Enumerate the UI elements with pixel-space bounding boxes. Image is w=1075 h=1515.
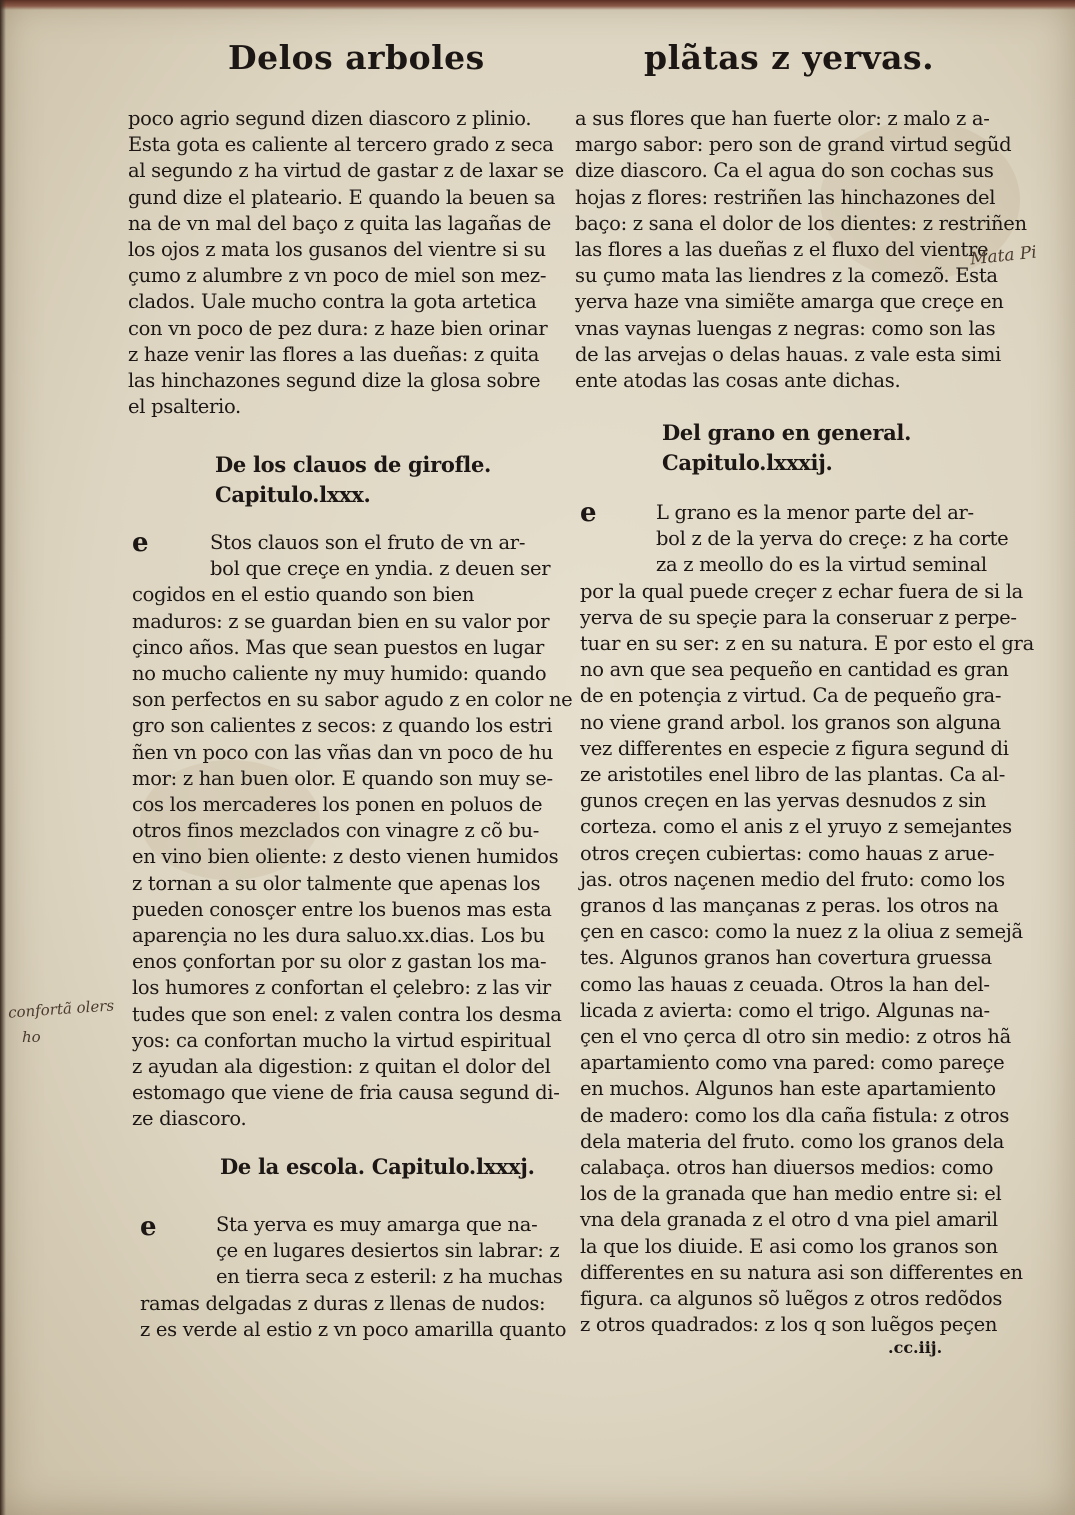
text-line: apartamiento como vna pared: como pareçe xyxy=(580,1051,1005,1075)
text-line: cos los mercaderes los ponen en poluos de xyxy=(132,793,543,817)
text-line: con vn poco de pez dura: z haze bien orinar xyxy=(128,316,548,340)
text-line: cogidos en el estio quando son bien xyxy=(132,583,475,607)
text-line: por la qual puede creçer z echar fuera de si la xyxy=(580,579,1023,603)
page-left-edge xyxy=(0,0,6,1515)
text-line: granos d las mançanas z peras. los otros na xyxy=(580,894,999,918)
text-line: de las arvejas o delas hauas. z vale esta simi xyxy=(575,342,1001,366)
text-line: çen en casco: como la nuez z la oliua z semejã xyxy=(580,920,1023,944)
text-line: vna dela granada z el otro d vna piel amaril xyxy=(580,1208,998,1232)
text-line: a sus flores que han fuerte olor: z malo z a- xyxy=(575,107,990,130)
text-line: no avn que sea pequeño en cantidad es gran xyxy=(580,658,1009,682)
text-line: z haze venir las flores a las dueñas: z quita xyxy=(128,342,540,366)
text-line: gunos creçen en las yervas desnudos z sin xyxy=(580,789,987,813)
text-line: ente atodas las cosas ante dichas. xyxy=(575,369,901,393)
text-line: pueden conosçer entre los buenos mas esta xyxy=(132,897,552,921)
text-line: en tierra seca z esteril: z ha muchas xyxy=(216,1265,563,1289)
text-line: vnas vaynas luengas z negras: como son las xyxy=(575,316,996,340)
text-line: yos: ca confortan mucho la virtud espiritual xyxy=(132,1028,552,1052)
handwritten-marginal-note: confortã olers xyxy=(7,996,115,1022)
text-line: bol z de la yerva do creçe: z ha corte xyxy=(656,527,1009,551)
chapter-heading-lxxx xyxy=(215,450,491,510)
text-line: de madero: como los dla caña fistula: z otros xyxy=(580,1103,1010,1127)
text-line: ramas delgadas z duras z llenas de nudos: xyxy=(140,1291,546,1315)
chapter-number: Capitulo.lxxx. xyxy=(215,482,371,507)
text-line: los de la granada que han medio entre si: el xyxy=(580,1182,1002,1206)
text-line: enos çonfortan por su olor z gastan los ma- xyxy=(132,950,547,974)
text-line: na de vn mal del baço z quita las lagañas de xyxy=(128,211,552,235)
text-line: en vino bien oliente: z desto vienen humidos xyxy=(132,845,559,869)
handwritten-marginal-note: ho xyxy=(22,1028,41,1046)
page-top-edge xyxy=(0,0,1075,10)
right-column-block-2 xyxy=(580,500,1034,1339)
text-line: çinco años. Mas que sean puestos en lugar xyxy=(132,635,545,659)
text-line: otros finos mezclados con vinagre z cõ bu- xyxy=(132,819,540,843)
chapter-number: Capitulo.lxxxij. xyxy=(662,450,833,475)
text-line: no mucho caliente ny muy humido: quando xyxy=(132,662,547,686)
text-line: bol que creçe en yndia. z deuen ser xyxy=(210,557,551,581)
text-line: çumo z alumbre z vn poco de miel son mez- xyxy=(128,264,547,288)
chapter-heading-lxxxij xyxy=(662,418,911,478)
text-line: no viene grand arbol. los granos son alguna xyxy=(580,710,1001,734)
text-line: el psalterio. xyxy=(128,395,241,419)
guide-letter: e xyxy=(140,1212,157,1242)
text-line: tuar en su ser: z en su natura. E por esto el gra xyxy=(580,632,1034,656)
text-line: L grano es la menor parte del ar- xyxy=(656,501,974,524)
text-line: al segundo z ha virtud de gastar z de laxar se xyxy=(128,159,564,183)
text-line: aparençia no les dura saluo.xx.dias. Los bu xyxy=(132,924,545,948)
chapter-title: Del grano en general. xyxy=(662,420,912,445)
text-line: figura. ca algunos sõ luẽgos z otros redõdos xyxy=(580,1287,1003,1311)
text-line: ze aristotiles enel libro de las plantas. Ca al- xyxy=(580,763,1005,787)
text-line: licada z avierta: como el trigo. Algunas na- xyxy=(580,998,990,1022)
text-line: los ojos z mata los gusanos del vientre si su xyxy=(128,238,546,262)
folio-number: .cc.iij. xyxy=(888,1338,943,1357)
text-line: poco agrio segund dizen diascoro z plinio. xyxy=(128,107,532,130)
text-line: gund dize el plateario. E quando la beuen sa xyxy=(128,185,556,209)
text-line: hojas z flores: restriñen las hinchazones del xyxy=(575,185,996,209)
text-line: clados. Uale mucho contra la gota artetica xyxy=(128,290,537,314)
text-line: de en potençia z virtud. Ca de pequeño gra- xyxy=(580,684,1002,708)
text-line: Esta gota es caliente al tercero grado z seca xyxy=(128,133,554,157)
text-line: vez differentes en especie z figura segund di xyxy=(580,736,1009,760)
text-line: tudes que son enel: z valen contra los desma xyxy=(132,1002,562,1026)
text-line: dela materia del fruto. como los granos dela xyxy=(580,1129,1005,1153)
text-line: Sta yerva es muy amarga que na- xyxy=(216,1213,538,1236)
text-line: differentes en su natura asi son differentes en xyxy=(580,1260,1023,1284)
text-line: tes. Algunos granos han covertura gruessa xyxy=(580,946,992,970)
text-line: en muchos. Algunos han este apartamiento xyxy=(580,1077,996,1101)
left-column-block-2 xyxy=(132,530,572,1133)
left-column-block-1 xyxy=(128,106,564,420)
text-line: margo sabor: pero son de grand virtud segũd xyxy=(575,133,1012,157)
right-column-block-1 xyxy=(575,106,1027,394)
chapter-heading-lxxxj xyxy=(220,1152,535,1182)
text-line: dize diascoro. Ca el agua do son cochas sus xyxy=(575,159,994,183)
text-line: z otros quadrados: z los q son luẽgos peçen xyxy=(580,1313,998,1337)
text-line: los humores z confortan el çelebro: z las vir xyxy=(132,976,551,1000)
text-line: mor: z han buen olor. E quando son muy se- xyxy=(132,766,553,790)
text-line: ñen vn poco con las vñas dan vn poco de hu xyxy=(132,740,554,764)
guide-letter: e xyxy=(132,528,149,558)
text-line: çe en lugares desiertos sin labrar: z xyxy=(216,1239,560,1263)
text-line: Stos clauos son el fruto de vn ar- xyxy=(210,531,526,554)
text-line: yerva de su speçie para la conseruar z perpe- xyxy=(580,605,1017,629)
text-line: como las hauas z ceuada. Otros la han del- xyxy=(580,972,990,996)
text-line: su çumo mata las liendres z la comezõ. Esta xyxy=(575,264,998,288)
running-head-left: Delos arboles xyxy=(228,38,485,77)
text-line: las hinchazones segund dize la glosa sobre xyxy=(128,369,541,393)
running-head-right: plãtas z yervas. xyxy=(644,38,935,77)
text-line: la que los diuide. E asi como los granos son xyxy=(580,1234,998,1258)
left-column-block-3 xyxy=(140,1212,566,1343)
text-line: ze diascoro. xyxy=(132,1107,247,1131)
text-line: maduros: z se guardan bien en su valor por xyxy=(132,609,550,633)
chapter-title: De la escola. Capitulo.lxxxj. xyxy=(220,1154,535,1179)
text-line: çen el vno çerca dl otro sin medio: z otros hã xyxy=(580,1025,1011,1049)
handwritten-marginal-note: Mata Pi xyxy=(969,242,1038,270)
text-line: corteza. como el anis z el yruyo z semejantes xyxy=(580,815,1012,839)
text-line: za z meollo do es la virtud seminal xyxy=(656,553,987,577)
text-line: son perfectos en su sabor agudo z en color ne xyxy=(132,688,573,712)
text-line: z es verde al estio z vn poco amarilla quanto xyxy=(140,1317,567,1341)
text-line: z ayudan ala digestion: z quitan el dolor del xyxy=(132,1055,551,1079)
text-line: z tornan a su olor talmente que apenas los xyxy=(132,871,541,895)
chapter-title: De los clauos de girofle. xyxy=(215,452,492,477)
text-line: otros creçen cubiertas: como hauas z arue- xyxy=(580,841,995,865)
text-line: baço: z sana el dolor de los dientes: z restriñen xyxy=(575,211,1027,235)
guide-letter: e xyxy=(580,498,597,528)
text-line: gro son calientes z secos: z quando los estri xyxy=(132,714,553,738)
text-line: calabaça. otros han diuersos medios: como xyxy=(580,1156,994,1180)
text-line: yerva haze vna simiẽte amarga que creçe en xyxy=(575,290,1004,314)
text-line: jas. otros naçenen medio del fruto: como los xyxy=(580,867,1005,891)
text-line: las flores a las dueñas z el fluxo del vientre xyxy=(575,238,989,262)
text-line: estomago que viene de fria causa segund di- xyxy=(132,1081,560,1105)
